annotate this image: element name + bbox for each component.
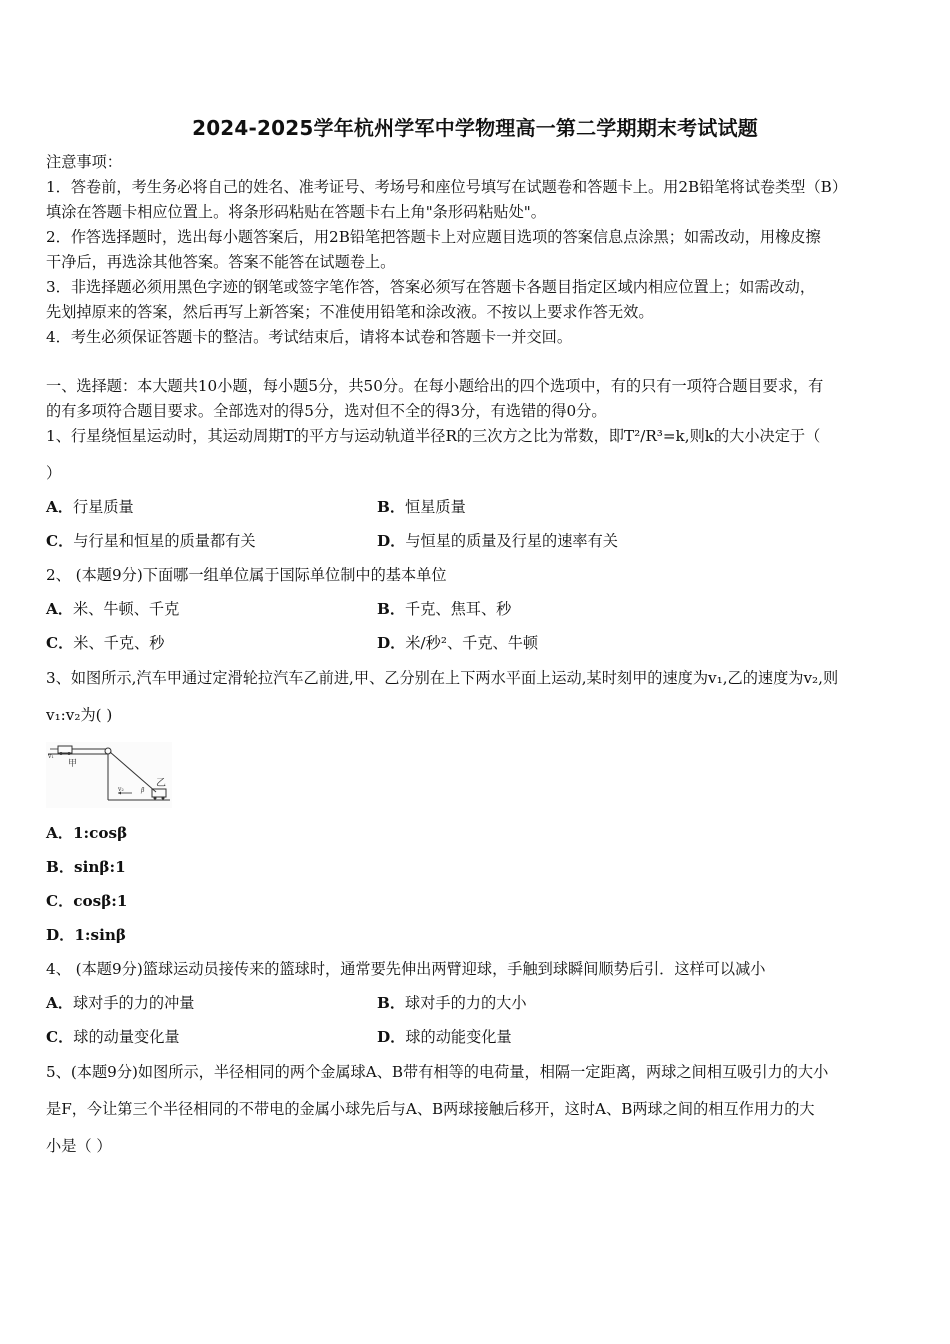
notice-line: 先划掉原来的答案，然后再写上新答案；不准使用铅笔和涂改液。不按以上要求作答无效。 <box>46 303 654 321</box>
section-instructions: 一、选择题：本大题共10小题，每小题5分，共50分。在每小题给出的四个选项中，有的只有一项符合题目要求，有 <box>46 377 824 395</box>
question-5-stem-cont: 小是（ ） <box>46 1137 112 1155</box>
question-5-stem-cont: 是F，今让第三个半径相同的不带电的金属小球先后与A、B两球接触后移开，这时A、B两球之间的相互作用力的大 <box>46 1100 815 1118</box>
pulley-diagram <box>46 742 172 808</box>
question-1-stem-cont: ） <box>46 464 62 482</box>
page-title: 2024-2025学年杭州学军中学物理高一第二学期期末考试试题 <box>192 116 758 140</box>
notice-line: 2．作答选择题时，选出每小题答案后，用2B铅笔把答题卡上对应题目选项的答案信息点涂黑；如需改动，用橡皮擦 <box>46 228 821 246</box>
q1-option-c[interactable]: C．与行星和恒星的质量都有关 <box>46 532 256 550</box>
q3-option-d[interactable]: D．1:sinβ <box>46 926 126 944</box>
section-instructions: 的有多项符合题目要求。全部选对的得5分，选对但不全的得3分，有选错的得0分。 <box>46 402 607 420</box>
q1-option-b[interactable]: B．恒星质量 <box>377 498 466 516</box>
question-3-stem-cont: v₁:v₂为( ) <box>46 706 113 724</box>
notice-line: 4．考生必须保证答题卡的整洁。考试结束后，请将本试卷和答题卡一并交回。 <box>46 328 573 346</box>
label-v1: v₁ <box>48 753 54 760</box>
q4-option-d[interactable]: D．球的动能变化量 <box>377 1028 512 1046</box>
notice-heading: 注意事项： <box>46 153 122 171</box>
q4-option-c[interactable]: C．球的动量变化量 <box>46 1028 180 1046</box>
label-beta: β <box>141 787 145 794</box>
question-2-stem: 2、 (本题9分)下面哪一组单位属于国际单位制中的基本单位 <box>46 566 447 584</box>
notice-line: 填涂在答题卡相应位置上。将条形码粘贴在答题卡右上角"条形码粘贴处"。 <box>46 203 546 221</box>
q3-option-b[interactable]: B．sinβ:1 <box>46 858 126 876</box>
q2-option-d[interactable]: D．米/秒²、千克、牛顿 <box>377 634 539 652</box>
q2-option-c[interactable]: C．米、千克、秒 <box>46 634 165 652</box>
notice-line: 3．非选择题必须用黑色字迹的钢笔或签字笔作答，答案必须写在答题卡各题目指定区域内相应位置上；如需改动， <box>46 278 816 296</box>
question-5-stem: 5、(本题9分)如图所示，半径相同的两个金属球A、B带有相等的电荷量，相隔一定距离，两球之间相互吸引力的大小 <box>46 1063 829 1081</box>
notice-line: 干净后，再选涂其他答案。答案不能答在试题卷上。 <box>46 253 396 271</box>
q2-option-b[interactable]: B．千克、焦耳、秒 <box>377 600 512 618</box>
label-v2: v₂ <box>118 786 124 793</box>
question-3-stem: 3、如图所示,汽车甲通过定滑轮拉汽车乙前进,甲、乙分别在上下两水平面上运动,某时刻甲的速度为v₁,乙的速度为v₂,则 <box>46 669 839 687</box>
q4-option-b[interactable]: B．球对手的力的大小 <box>377 994 527 1012</box>
q1-option-d[interactable]: D．与恒星的质量及行星的速率有关 <box>377 532 618 550</box>
notice-line: 1．答卷前，考生务必将自己的姓名、准考证号、考场号和座位号填写在试题卷和答题卡上。用2B铅笔将试卷类型（B） <box>46 178 848 196</box>
label-jia: 甲 <box>68 759 78 769</box>
q3-option-c[interactable]: C．cosβ:1 <box>46 892 128 910</box>
q1-option-a[interactable]: A．行星质量 <box>46 498 134 516</box>
q4-option-a[interactable]: A．球对手的力的冲量 <box>46 994 195 1012</box>
question-1-stem: 1、行星绕恒星运动时，其运动周期T的平方与运动轨道半径R的三次方之比为常数，即T²/R³=k,则k的大小决定于（ <box>46 427 821 445</box>
q3-option-a[interactable]: A．1:cosβ <box>46 824 128 842</box>
question-4-stem: 4、 (本题9分)篮球运动员接传来的篮球时，通常要先伸出两臂迎球，手触到球瞬间顺势后引．这样可以减小 <box>46 960 766 978</box>
q2-option-a[interactable]: A．米、牛顿、千克 <box>46 600 180 618</box>
label-yi: 乙 <box>156 778 166 789</box>
